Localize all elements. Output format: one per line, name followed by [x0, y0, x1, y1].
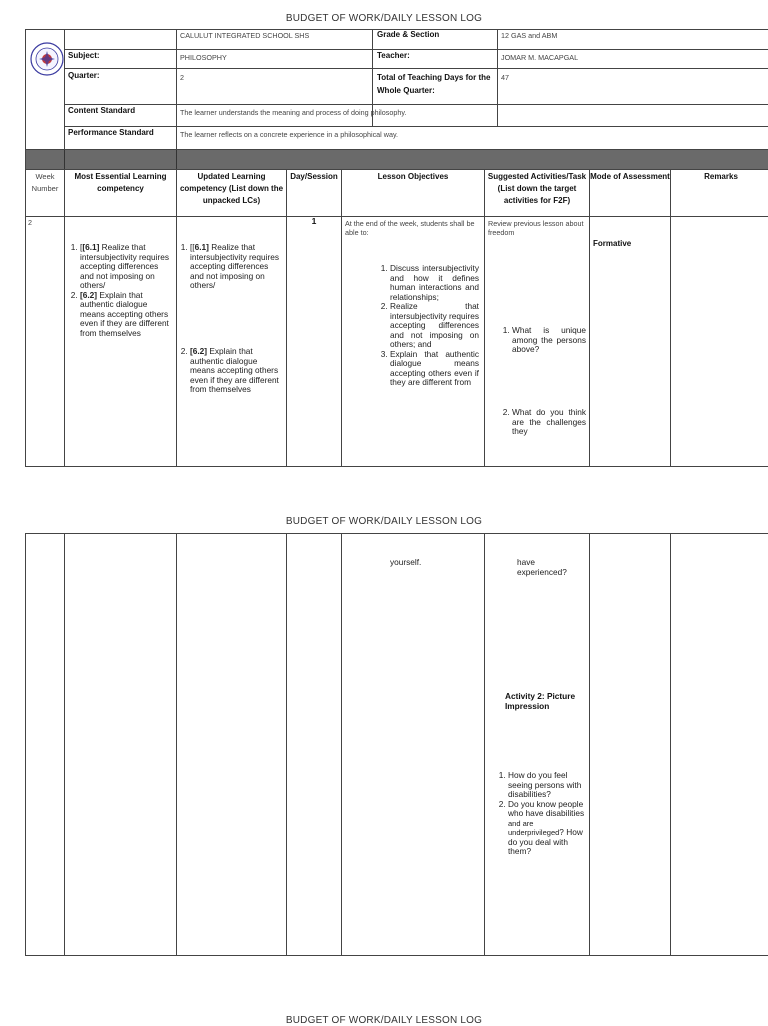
objectives-intro: At the end of the week, students shall be able to: [345, 219, 475, 237]
teaching-days-value: 47 [501, 73, 509, 82]
list-item: 1. Discuss intersubjectivity and how it defines human interactions and relationships; [390, 264, 479, 302]
list-item: 2. Realize that intersubjectivity requires accepting differences and not imposing on others; and [390, 302, 479, 350]
col-remarks: Remarks [704, 172, 738, 181]
quarter-value: 2 [180, 73, 184, 82]
teaching-days-label: Total of Teaching Days for the Whole Quarter: [377, 73, 491, 95]
content-standard-label: Content Standard [68, 106, 136, 115]
activity-2-questions [494, 771, 586, 857]
school-name: CALULUT INTEGRATED SCHOOL SHS [180, 31, 310, 40]
list-item: 2. [6.2] Explain that authentic dialogue means accepting others even if they are different from themselves [80, 291, 172, 339]
list-item: 1. [[6.1] Realize that intersubjectivity requires accepting differences and not imposing on others/ [80, 243, 172, 291]
list-item: 2. What do you think are the challenges they [512, 408, 586, 437]
activities-intro: Review previous lesson about freedom [488, 219, 584, 237]
performance-standard-value: The learner reflects on a concrete experience in a philosophical way. [180, 130, 399, 139]
grade-value: 12 GAS and ABM [501, 31, 558, 40]
page-title-3: BUDGET OF WORK/DAILY LESSON LOG [285, 1015, 483, 1026]
subject-value: PHILOSOPHY [180, 53, 227, 62]
updated-lc-item-1 [176, 243, 282, 291]
quarter-label: Quarter: [68, 71, 100, 80]
performance-standard-label: Performance Standard [68, 128, 154, 137]
list-item: 1. What is unique among the persons above? [512, 326, 586, 355]
mode-of-assessment-value: Formative [593, 239, 632, 248]
col-mode-of-assessment: Mode of Assessment [590, 172, 670, 181]
col-lesson-objectives: Lesson Objectives [377, 172, 449, 181]
week-number-value: 2 [28, 218, 32, 227]
activity-question-2 [498, 408, 586, 437]
objectives-continued: yourself. [390, 557, 422, 567]
grade-label: Grade & Section [377, 30, 440, 39]
list-item: 1. [[6.1] Realize that intersubjectivity requires accepting differences and not imposing on others/ [190, 243, 282, 291]
table-header-band [26, 150, 768, 169]
list-item: 3. Explain that authentic dialogue means accepting others even if they are different from [390, 350, 479, 388]
content-standard-value: The learner understands the meaning and process of doing philosophy. [180, 108, 407, 117]
list-item: 1. How do you feel seeing persons with disabilities? [508, 771, 586, 800]
activity-2-title: Activity 2: Picture Impression [505, 691, 576, 711]
day-session-value: 1 [311, 216, 317, 226]
col-melc: Most Essential Learning competency [74, 172, 167, 193]
col-week-number: Week Number [31, 172, 59, 193]
col-suggested-activities: Suggested Activities/Task (List down the target activities for F2F) [487, 172, 587, 205]
list-item: 2. [6.2] Explain that authentic dialogue means accepting others even if they are different from themselves [190, 347, 282, 395]
deped-seal-logo [30, 42, 64, 76]
activity-question-1 [498, 326, 586, 355]
subject-label: Subject: [68, 51, 100, 60]
page-title-2: BUDGET OF WORK/DAILY LESSON LOG [285, 516, 483, 527]
activities-continued: have experienced? [517, 557, 567, 577]
teacher-value: JOMAR M. MACAPGAL [501, 53, 579, 62]
objectives-list [376, 264, 479, 388]
teacher-label: Teacher: [377, 51, 410, 60]
col-updated-lc: Updated Learning competency (List down the unpacked LCs) [179, 172, 284, 205]
updated-lc-item-2 [176, 347, 282, 395]
page-title: BUDGET OF WORK/DAILY LESSON LOG [285, 13, 483, 24]
melc-list [66, 243, 172, 338]
list-item: 2. Do you know people who have disabilities and are underprivileged? How do you deal with them? [508, 800, 586, 857]
col-day-session: Day/Session [290, 172, 338, 181]
